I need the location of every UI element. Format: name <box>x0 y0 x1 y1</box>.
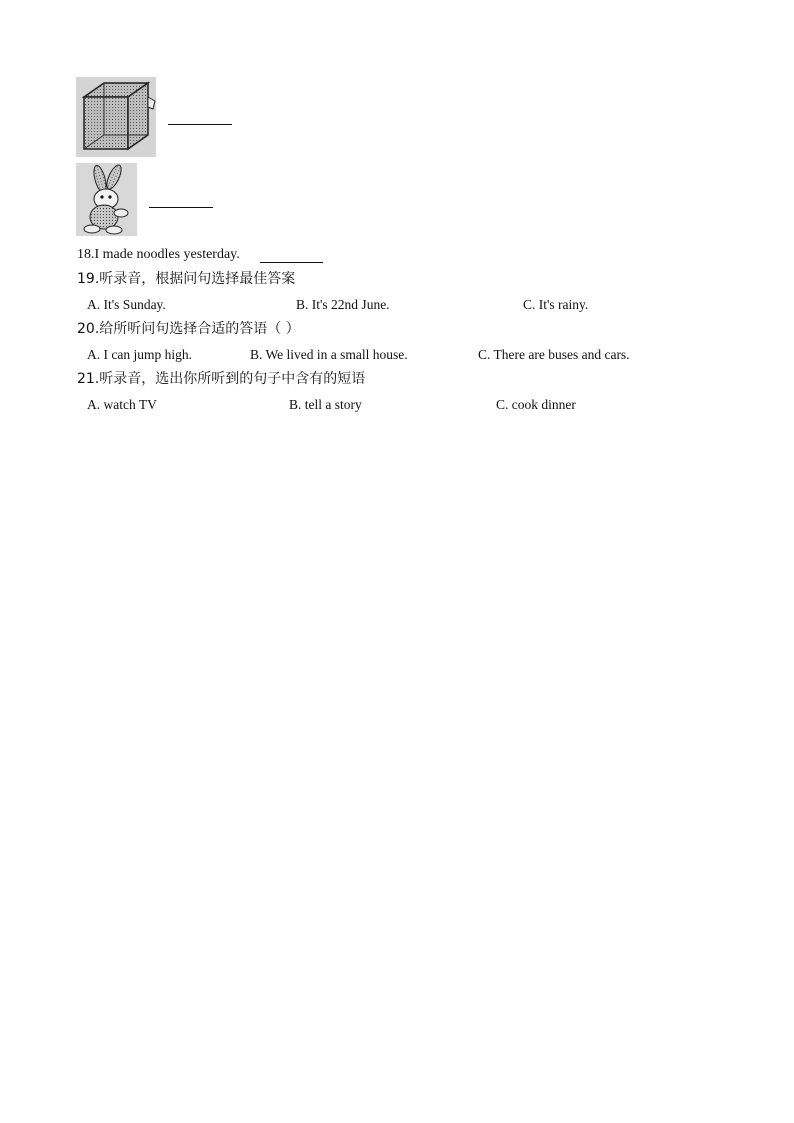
answer-blank-18[interactable] <box>260 262 323 263</box>
answer-blank-1[interactable] <box>168 124 232 125</box>
q20-option-b[interactable]: B. We lived in a small house. <box>250 347 408 362</box>
question-20-text: 20.给所听问句选择合适的答语（ ） <box>77 321 300 337</box>
q19-option-b[interactable]: B. It's 22nd June. <box>296 297 390 312</box>
question-19-text: 19.听录音，根据问句选择最佳答案 <box>77 271 296 287</box>
question-18-text: 18.I made noodles yesterday. <box>77 247 240 262</box>
question-18 <box>77 246 240 264</box>
rabbit-picture <box>76 163 137 236</box>
box-picture <box>76 77 156 157</box>
q20-option-a[interactable]: A. I can jump high. <box>87 347 192 362</box>
answer-blank-2[interactable] <box>149 207 213 208</box>
q21-option-b[interactable]: B. tell a story <box>289 397 362 412</box>
q20-option-c[interactable]: C. There are buses and cars. <box>478 347 630 362</box>
q19-option-a[interactable]: A. It's Sunday. <box>87 297 166 312</box>
question-21-text: 21.听录音，选出你所听到的句子中含有的短语 <box>77 371 366 387</box>
q21-option-c[interactable]: C. cook dinner <box>496 397 576 412</box>
q19-option-c[interactable]: C. It's rainy. <box>523 297 589 312</box>
q21-option-a[interactable]: A. watch TV <box>87 397 157 412</box>
